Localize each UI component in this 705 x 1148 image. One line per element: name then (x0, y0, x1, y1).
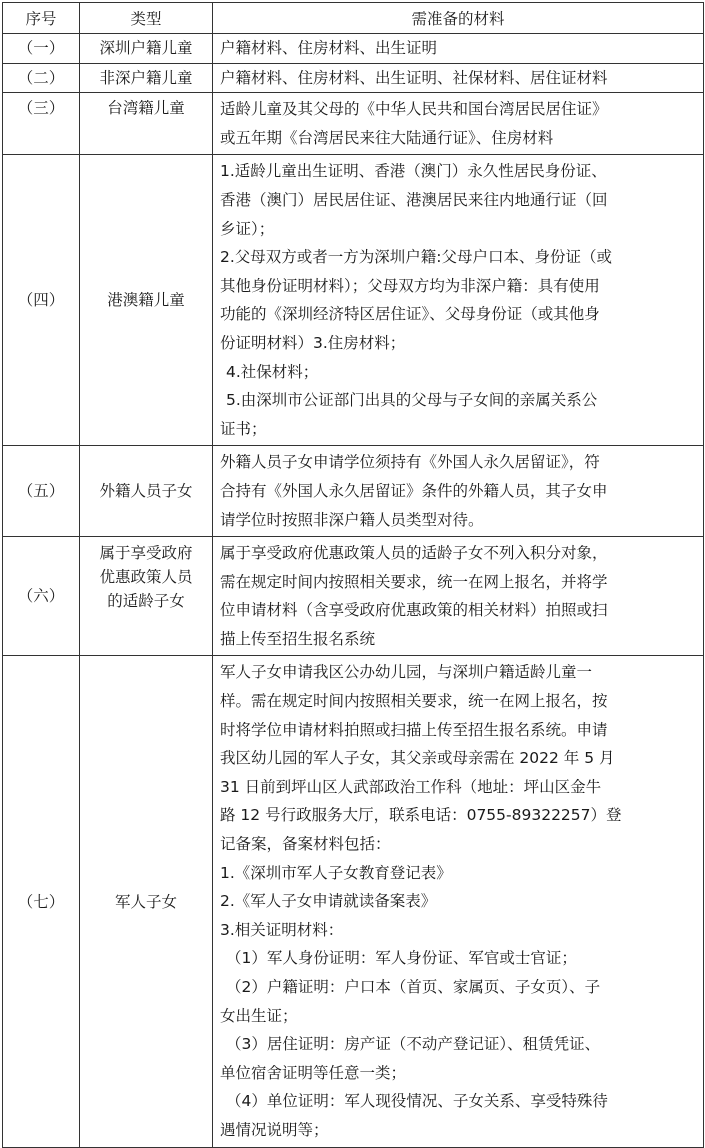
materials-line: 户籍材料、住房材料、出生证明、社保材料、居住证材料 (220, 68, 608, 87)
materials-line: 时将学位申请材料拍照或扫描上传至招生报名系统。申请 (220, 720, 608, 739)
materials-line: 外籍人员子女申请学位须持有《外国人永久居留证》，符 (220, 453, 600, 472)
materials-line: 2.父母双方或者一方为深圳户籍:父母户口本、身份证（或 (220, 248, 613, 267)
materials-line: 路 12 号行政服务大厅，联系电话：0755-89322257）登 (220, 806, 622, 825)
row-type: 台湾籍儿童 (80, 93, 213, 155)
row-seq: （一） (3, 34, 80, 64)
materials-line: 位申请材料（含享受政府优惠政策的相关材料）拍照或扫 (220, 601, 608, 620)
materials-line: 合持有《外国人永久居留证》条件的外籍人员，其子女申 (220, 481, 608, 500)
header-type: 类型 (80, 3, 213, 34)
row-materials (213, 656, 704, 1147)
header-seq: 序号 (3, 3, 80, 34)
materials-line: 军人子女申请我区公办幼儿园，与深圳户籍适龄儿童一 (220, 663, 593, 682)
materials-document (2, 2, 703, 1148)
table-row (3, 34, 704, 64)
materials-line: （3）居住证明：房产证（不动产登记证）、租赁凭证、 (226, 1035, 601, 1054)
table-header-row (3, 3, 704, 34)
row-type: 深圳户籍儿童 (80, 34, 213, 64)
materials-line: 乡证）； (220, 219, 275, 238)
materials-line: 女出生证； (220, 1006, 298, 1025)
materials-line: 单位宿舍证明等任意一类； (220, 1063, 407, 1082)
materials-line: 4.社保材料； (226, 362, 319, 381)
row-seq: （四） (3, 155, 80, 446)
type-line: 的适龄子女 (107, 592, 185, 611)
materials-line: 适龄儿童及其父母的《中华人民共和国台湾居民居住证》 (220, 100, 608, 119)
row-seq: （二） (3, 63, 80, 93)
materials-line: 1.适龄儿童出生证明、香港（澳门）永久性居民身份证、 (220, 162, 607, 181)
materials-line: 其他身份证明材料）；父母双方均为非深户籍：具有使用 (220, 276, 600, 295)
materials-line: 1.《深圳市军人子女教育登记表》 (220, 863, 452, 882)
materials-line: （2）户籍证明：户口本（首页、家属页、子女页）、子 (226, 978, 601, 996)
type-line: 优惠政策人员 (99, 568, 193, 587)
materials-line: 我区幼儿园的军人子女，其父亲或母亲需在 2022 年 5 月 (220, 749, 615, 768)
row-type: 军人子女 (80, 656, 213, 1147)
materials-line: （4）单位证明：军人现役情况、子女关系、享受特殊待 (226, 1092, 608, 1111)
materials-line: 份证明材料）3.住房材料； (220, 333, 406, 352)
row-materials (213, 537, 704, 656)
materials-line: 属于享受政府优惠政策人员的适龄子女不列入积分对象， (220, 544, 608, 563)
table-row (3, 537, 704, 656)
materials-line: 5.由深圳市公证部门出具的父母与子女间的亲属关系公 (226, 391, 598, 410)
materials-line: 需在规定时间内按照相关要求，统一在网上报名，并将学 (220, 572, 608, 591)
row-type (80, 537, 213, 656)
materials-line: 证书； (220, 419, 267, 438)
type-line: 属于享受政府 (99, 544, 193, 563)
materials-line: 或五年期《台湾居民来往大陆通行证》、住房材料 (220, 128, 554, 147)
materials-line: 描上传至招生报名系统 (220, 629, 376, 648)
table-row (3, 446, 704, 537)
row-materials (213, 63, 704, 93)
materials-line: 请学位时按照非深户籍人员类型对待。 (220, 510, 484, 529)
materials-line: 功能的《深圳经济特区居住证》、父母身份证（或其他身 (220, 305, 600, 324)
materials-line: 31 日前到坪山区人武部政治工作科（地址：坪山区金牛 (220, 777, 602, 796)
materials-table (2, 2, 704, 1148)
row-type: 外籍人员子女 (80, 446, 213, 537)
row-materials (213, 155, 704, 446)
materials-line: 香港（澳门）居民居住证、港澳居民来往内地通行证（回 (220, 190, 608, 209)
row-seq: （三） (3, 93, 80, 155)
row-type: 港澳籍儿童 (80, 155, 213, 446)
materials-line: （1）军人身份证明：军人身份证、军官或士官证； (226, 949, 577, 968)
row-materials (213, 93, 704, 155)
materials-line: 记备案，备案材料包括： (220, 835, 391, 854)
table-row (3, 93, 704, 155)
row-seq: （六） (3, 537, 80, 656)
table-row (3, 656, 704, 1147)
materials-line: 3.相关证明材料： (220, 920, 344, 939)
materials-line: 2.《军人子女申请就读备案表》 (220, 892, 437, 911)
table-row (3, 63, 704, 93)
materials-line: 遇情况说明等； (220, 1120, 329, 1139)
row-materials (213, 34, 704, 64)
header-materials: 需准备的材料 (213, 3, 704, 34)
row-seq: （五） (3, 446, 80, 537)
table-row (3, 155, 704, 446)
materials-line: 户籍材料、住房材料、出生证明 (220, 39, 438, 57)
row-seq: （七） (3, 656, 80, 1147)
materials-line: 样。需在规定时间内按照相关要求，统一在网上报名，按 (220, 692, 608, 711)
row-materials (213, 446, 704, 537)
row-type: 非深户籍儿童 (80, 63, 213, 93)
